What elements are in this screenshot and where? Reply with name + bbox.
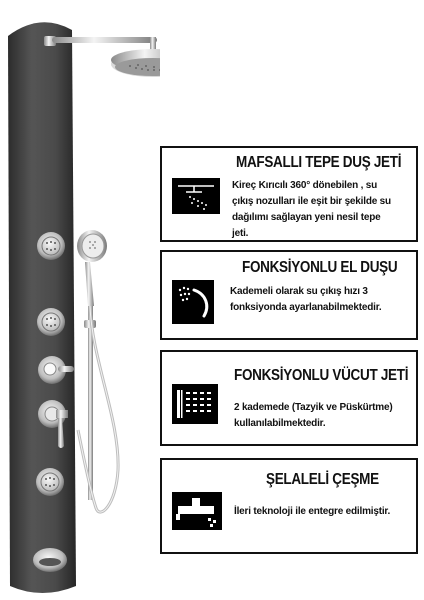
description-line: jeti. — [232, 228, 249, 239]
body-jet — [36, 468, 64, 496]
description-line: Kademeli olarak su çıkış hızı 3 — [230, 286, 368, 297]
feature-card-waterfall-spout — [160, 458, 418, 554]
feature-title: FONKSİYONLU VÜCUT JETİ — [234, 366, 409, 384]
hand-shower-icon — [172, 280, 214, 324]
waterfall-spout-icon — [172, 492, 222, 530]
description-line: 2 kademede (Tazyik ve Püskürtme) — [234, 402, 393, 413]
description-line: dağılımı sağlayan yeni nesil tepe — [232, 212, 381, 223]
description-line: Kireç Kırıcılı 360° dönebilen , su — [232, 180, 378, 191]
feature-title: MAFSALLI TEPE DUŞ JETİ — [236, 153, 402, 171]
feature-card-body-jet — [160, 350, 418, 446]
body-jet — [37, 232, 65, 260]
body-jet-icon — [172, 384, 218, 424]
shower-panel-body — [8, 22, 76, 593]
description-line: İleri teknoloji ile entegre edilmiştir. — [234, 506, 391, 517]
shower-panel-illustration — [0, 0, 160, 600]
hand-shower-hose — [78, 306, 118, 512]
description-line: fonksiyonda ayarlanabilmektedir. — [230, 302, 382, 313]
overhead-shower-icon — [172, 178, 220, 214]
feature-description — [232, 178, 418, 242]
feature-description — [234, 400, 418, 432]
feature-description — [230, 284, 418, 316]
hand-shower — [77, 230, 107, 500]
description-line: kullanılabilmektedir. — [234, 418, 326, 429]
feature-title: FONKSİYONLU EL DUŞU — [242, 258, 398, 276]
feature-description — [234, 504, 418, 520]
feature-title: ŞELALELİ ÇEŞME — [266, 470, 379, 488]
body-jet — [37, 308, 65, 336]
feature-card-overhead-shower — [160, 146, 418, 242]
waterfall-spout — [33, 548, 67, 572]
overhead-shower-head — [111, 49, 160, 77]
description-line: çıkış nozulları ile eşit bir şekilde su — [232, 196, 391, 207]
feature-card-hand-shower — [160, 250, 418, 340]
